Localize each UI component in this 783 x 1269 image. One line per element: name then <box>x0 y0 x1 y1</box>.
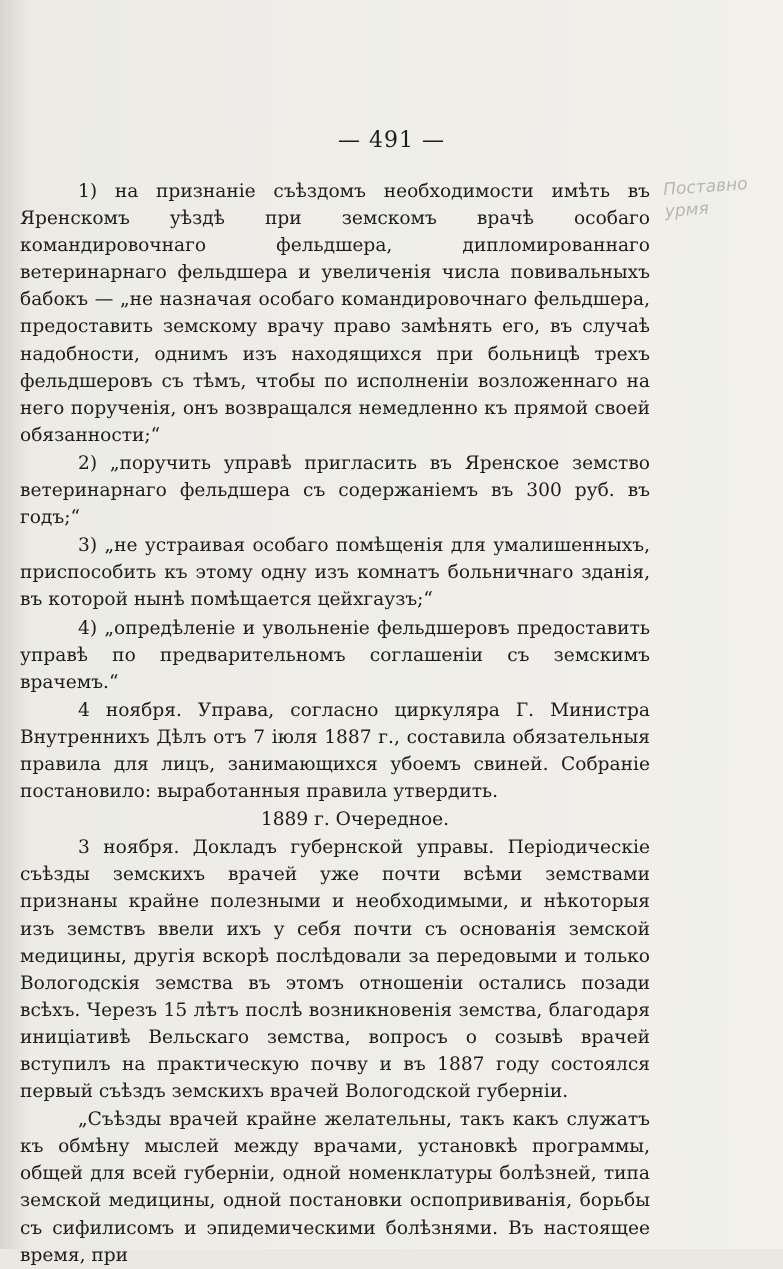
paragraph-november-3: 3 ноября. Докладъ губернской управы. Періодическіе съѣзды земскихъ врачей уже почти всѣми земствами признаны крайне полезными и необходимыми, и нѣкоторыя изъ земствъ ввели ихъ у себя почти съ основанія земской медицины, другія вскорѣ послѣдовали за передовыми и только Вологодскія земства въ этомъ отношеніи остались позади всѣхъ. Черезъ 15 лѣтъ послѣ возникновенія земства, благодаря иниціативѣ Вельскаго земства, вопросъ о созывѣ врачей вступилъ на практическую почву и въ 1887 году состоялся первый съѣздъ земскихъ врачей Вологодской губерніи. <box>20 837 650 1103</box>
section-heading-1889: 1889 г. Очередное. <box>260 809 450 831</box>
paragraph-congresses: „Съѣзды врачей крайне желательны, такъ какъ служатъ къ обмѣну мыслей между врачами, установкѣ программы, общей для всей губерніи, одной номенклатуры болѣзней, типа земской медицины, одной постановки оспопрививанія, борьбы съ сифилисомъ и эпидемическими болѣзнями. Въ настоящее время, при <box>20 1109 650 1266</box>
paragraph-item-2: 2) „поручить управѣ пригласить въ Яренское земство ветеринарнаго фельдшера съ содержаніемъ въ 300 руб. въ годъ;“ <box>20 452 650 529</box>
paragraph-item-4: 4) „опредѣленіе и увольненіе фельдшеровъ предоставить управѣ по предварительномъ соглашеніи съ земскимъ врачемъ.“ <box>20 617 650 693</box>
handwritten-margin-note: Поставно урмя <box>662 174 749 222</box>
paragraph-november-4: 4 ноября. Управа, согласно циркуляра Г. Министра Внутреннихъ Дѣлъ отъ 7 іюля 1887 г., составила обязательныя правила для лицъ, занимающихся убоемъ свиней. Собраніе постановило: выработанныя правила утвердить. <box>20 699 650 803</box>
paragraph-item-1: 1) на признаніе съѣздомъ необходимости имѣть въ Яренскомъ уѣздѣ при земскомъ врачѣ особаго командировочнаго фельдшера, дипломированнаго ветеринарнаго фельдшера и увеличенія числа повивальныхъ бабокъ — „не назначая особаго командировочнаго фельдшера, предоставить земскому врачу право замѣнять его, въ случаѣ надобности, однимъ изъ находящихся при больницѣ трехъ фельдшеровъ съ тѣмъ, чтобы по исполненіи возложеннаго на него порученія, онъ возвращался немедленно къ прямой своей обязанности;“ <box>20 181 650 446</box>
paragraph-item-3: 3) „не устраивая особаго помѣщенія для умалишенныхъ, приспособить къ этому одну изъ комнатъ больничнаго зданія, въ которой нынѣ помѣщается цейхгаузъ;“ <box>20 535 650 611</box>
body-text <box>20 178 650 1269</box>
page-number: — 491 — <box>338 128 445 153</box>
